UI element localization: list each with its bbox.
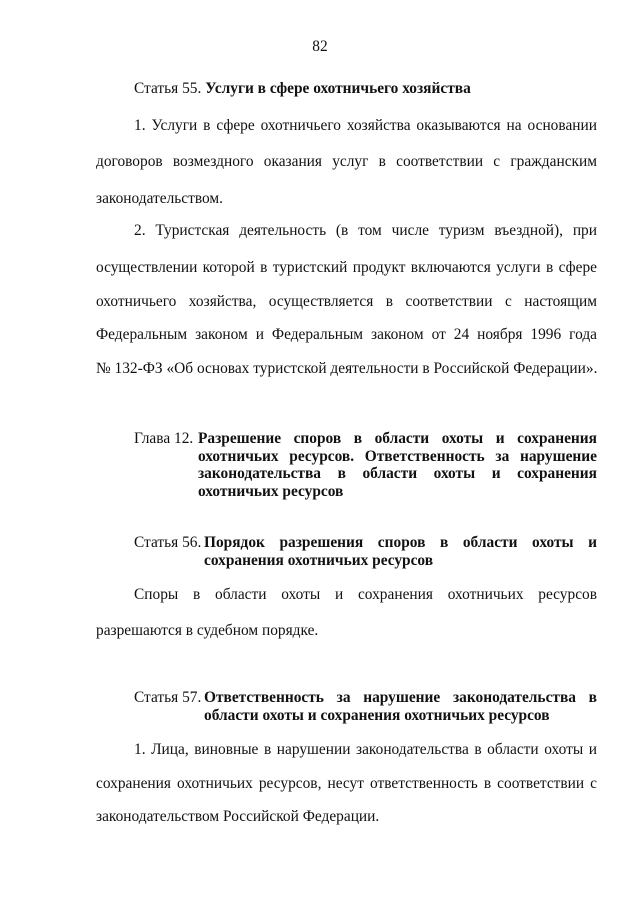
chapter-12-title: Разрешение споров в области охоты и сохранения охотничьих ресурсов. Ответственность за нарушение законодательства в области охоты и сохранения охотничьих ресурсов <box>198 430 597 500</box>
paragraph-line: 1. Лица, виновные в нарушении законодательства в области охоты и <box>134 741 597 758</box>
article-55-heading <box>134 80 471 98</box>
paragraph-line: охотничьего хозяйства, осуществляется в соответствии с настоящим <box>96 293 597 310</box>
article-57-prefix: Статья 57. <box>134 689 202 706</box>
article-55-title: Услуги в сфере охотничьего хозяйства <box>205 80 471 97</box>
article-56-title: Порядок разрешения споров в области охоты и сохранения охотничьих ресурсов <box>204 534 597 569</box>
paragraph-line: законодательством Российской Федерации. <box>96 808 380 825</box>
paragraph-line: законодательством. <box>96 190 224 207</box>
paragraph-line: Федеральным законом и Федеральным законом от 24 ноября 1996 года <box>96 326 597 343</box>
paragraph-line: договоров возмездного оказания услуг в соответствии с гражданским <box>96 153 597 170</box>
paragraph-line: разрешаются в судебном порядке. <box>96 622 319 639</box>
article-57-title: Ответственность за нарушение законодательства в области охоты и сохранения охотничьих ресурсов <box>204 689 597 724</box>
chapter-12-prefix: Глава 12. <box>134 430 194 447</box>
paragraph-line: 2. Туристская деятельность (в том числе туризм въездной), при <box>134 222 597 239</box>
article-56-prefix: Статья 56. <box>134 534 202 551</box>
paragraph-line: № 132-ФЗ «Об основах туристской деятельности в Российской Федерации». <box>96 360 598 377</box>
paragraph-line: осуществлении которой в туристский продукт включаются услуги в сфере <box>96 259 597 276</box>
paragraph-line: Споры в области охоты и сохранения охотничьих ресурсов <box>134 586 597 603</box>
paragraph-line: сохранения охотничьих ресурсов, несут ответственность в соответствии с <box>96 775 597 792</box>
paragraph-line: 1. Услуги в сфере охотничьего хозяйства оказываются на основании <box>134 117 597 134</box>
article-55-prefix: Статья 55. <box>134 80 202 97</box>
page-number: 82 <box>312 38 328 55</box>
